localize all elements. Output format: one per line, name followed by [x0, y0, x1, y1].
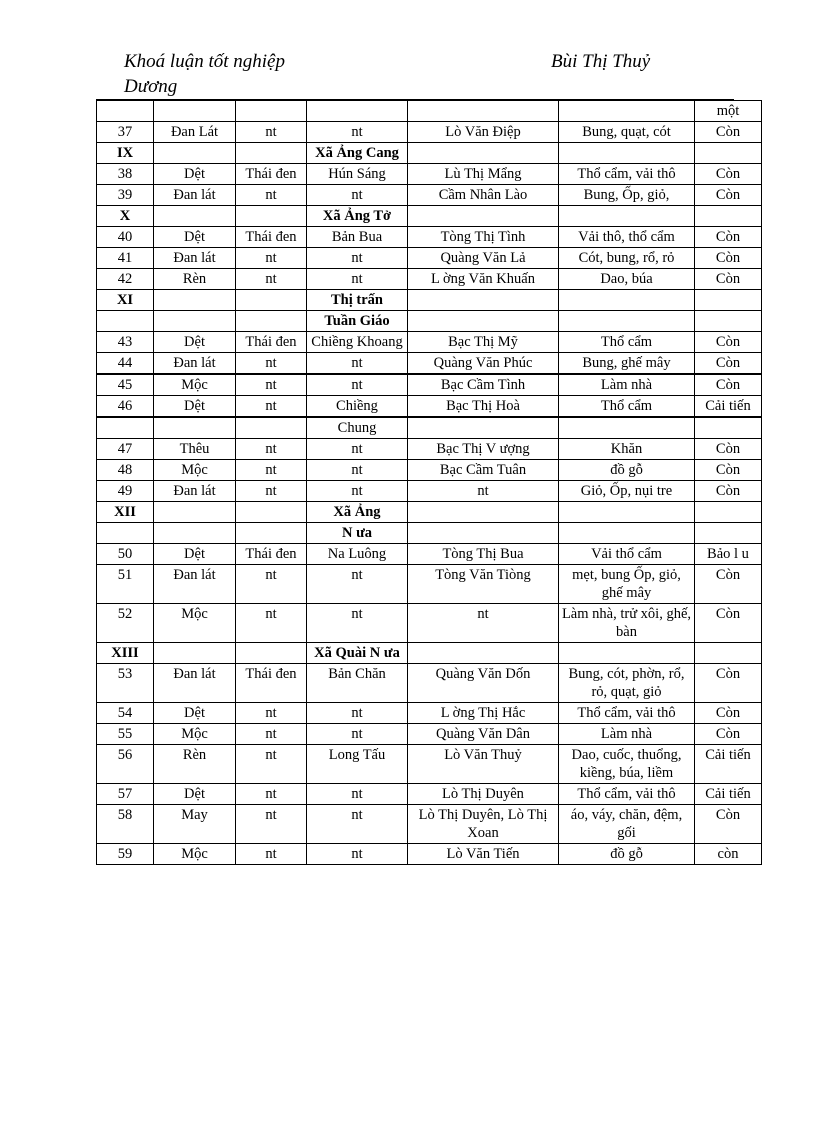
cell-place: nt	[307, 844, 408, 865]
cell-craft: Đan lát	[154, 248, 236, 269]
cell-ethnicity: nt	[236, 460, 307, 481]
cell-craft: Dệt	[154, 784, 236, 805]
cell-ethnicity: nt	[236, 703, 307, 724]
cell-ethnicity: nt	[236, 745, 307, 784]
cell-stt: 54	[97, 703, 154, 724]
table-row	[97, 185, 762, 206]
table-row	[97, 664, 762, 703]
cell-ethnicity: Thái đen	[236, 227, 307, 248]
cell-products	[559, 101, 695, 122]
cell-stt: 39	[97, 185, 154, 206]
cell-artisan: Tòng Thị Tình	[408, 227, 559, 248]
table-row	[97, 604, 762, 643]
cell-stt: 41	[97, 248, 154, 269]
cell-ethnicity: Thái đen	[236, 664, 307, 703]
cell-status: Còn	[695, 664, 762, 703]
cell-products: Làm nhà, trử xôi, ghế, bàn	[559, 604, 695, 643]
cell-craft: Rèn	[154, 269, 236, 290]
cell-artisan	[408, 502, 559, 523]
section-row	[97, 290, 762, 311]
cell-craft: Dệt	[154, 227, 236, 248]
table-body	[97, 101, 762, 865]
cell-status: Còn	[695, 227, 762, 248]
cell-status: Còn	[695, 164, 762, 185]
cell-ethnicity: nt	[236, 784, 307, 805]
cell-artisan: nt	[408, 604, 559, 643]
cell-products: Khăn	[559, 439, 695, 460]
cell-place: nt	[307, 122, 408, 143]
cell-craft: Rèn	[154, 745, 236, 784]
cell-craft: Mộc	[154, 724, 236, 745]
cell-status: Còn	[695, 805, 762, 844]
cell-craft	[154, 206, 236, 227]
cell-ethnicity: nt	[236, 185, 307, 206]
table-row	[97, 565, 762, 604]
cell-stt: 43	[97, 332, 154, 353]
cell-ethnicity: nt	[236, 724, 307, 745]
cell-artisan: Lù Thị Mẩng	[408, 164, 559, 185]
cell-status: Còn	[695, 460, 762, 481]
cell-status: Còn	[695, 353, 762, 375]
cell-stt: 55	[97, 724, 154, 745]
cell-place: nt	[307, 784, 408, 805]
cell-place: nt	[307, 565, 408, 604]
cell-place: nt	[307, 805, 408, 844]
cell-stt: 48	[97, 460, 154, 481]
table-row	[97, 703, 762, 724]
cell-place: Bản Bua	[307, 227, 408, 248]
cell-status: Còn	[695, 481, 762, 502]
cell-artisan: Lò Thị Duyên, Lò Thị Xoan	[408, 805, 559, 844]
cell-place: nt	[307, 185, 408, 206]
cell-artisan: Tòng Văn Tiòng	[408, 565, 559, 604]
cell-craft: Đan lát	[154, 185, 236, 206]
cell-products: Bung, cót, phờn, rổ, rỏ, quạt, giỏ	[559, 664, 695, 703]
cell-artisan	[408, 206, 559, 227]
cell-ethnicity: nt	[236, 353, 307, 375]
cell-artisan: Quàng Văn Dốn	[408, 664, 559, 703]
cell-place: Xã Quài N ưa	[307, 643, 408, 664]
cell-products: Bung, ghế mây	[559, 353, 695, 375]
table-row	[97, 805, 762, 844]
cell-place: Tuần Giáo	[307, 311, 408, 332]
cell-stt	[97, 101, 154, 122]
cell-stt: XII	[97, 502, 154, 523]
table-row	[97, 248, 762, 269]
cell-status	[695, 311, 762, 332]
cell-ethnicity: nt	[236, 122, 307, 143]
cell-stt: 49	[97, 481, 154, 502]
cell-place: Bản Chăn	[307, 664, 408, 703]
cell-craft	[154, 290, 236, 311]
cell-stt: 40	[97, 227, 154, 248]
cell-stt: X	[97, 206, 154, 227]
cell-craft	[154, 643, 236, 664]
cell-artisan	[408, 311, 559, 332]
cell-products	[559, 311, 695, 332]
cell-products: đồ gỗ	[559, 460, 695, 481]
cell-craft: Đan lát	[154, 353, 236, 375]
cell-stt: 59	[97, 844, 154, 865]
table-row	[97, 269, 762, 290]
cell-stt: 38	[97, 164, 154, 185]
cell-craft: Đan lát	[154, 664, 236, 703]
section-row	[97, 643, 762, 664]
cell-craft: Dệt	[154, 332, 236, 353]
cell-status	[695, 143, 762, 164]
cell-ethnicity	[236, 206, 307, 227]
cell-status: Còn	[695, 724, 762, 745]
cell-artisan: Bạc Thị Mỹ	[408, 332, 559, 353]
cell-craft: Dệt	[154, 544, 236, 565]
cell-products	[559, 643, 695, 664]
cell-craft	[154, 311, 236, 332]
cell-status: Còn	[695, 604, 762, 643]
cell-artisan	[408, 523, 559, 544]
cell-products: Thổ cẩm	[559, 396, 695, 418]
cell-artisan: Quàng Văn Dân	[408, 724, 559, 745]
cell-stt: 47	[97, 439, 154, 460]
cell-products: Làm nhà	[559, 374, 695, 396]
table-row	[97, 122, 762, 143]
table-row	[97, 101, 762, 122]
table-row	[97, 353, 762, 375]
cell-place: Xã Ảng Cang	[307, 143, 408, 164]
cell-craft: Dệt	[154, 164, 236, 185]
cell-artisan: Tòng Thị Bua	[408, 544, 559, 565]
cell-place: Thị trấn	[307, 290, 408, 311]
cell-products: áo, váy, chăn, đệm, gối	[559, 805, 695, 844]
cell-artisan: L ờng Văn Khuấn	[408, 269, 559, 290]
cell-products: mẹt, bung Ốp, giỏ, ghế mây	[559, 565, 695, 604]
cell-artisan: Lò Văn Tiến	[408, 844, 559, 865]
cell-stt: 37	[97, 122, 154, 143]
cell-place: nt	[307, 460, 408, 481]
cell-craft	[154, 143, 236, 164]
table-row	[97, 417, 762, 439]
cell-artisan: Quàng Văn Phúc	[408, 353, 559, 375]
cell-ethnicity	[236, 523, 307, 544]
cell-ethnicity: Thái đen	[236, 332, 307, 353]
cell-ethnicity: nt	[236, 396, 307, 418]
cell-stt: XIII	[97, 643, 154, 664]
cell-products: Vải thổ cẩm	[559, 544, 695, 565]
table-row	[97, 784, 762, 805]
cell-craft: Mộc	[154, 460, 236, 481]
cell-ethnicity: nt	[236, 374, 307, 396]
crafts-table	[96, 100, 762, 865]
cell-status: Còn	[695, 185, 762, 206]
cell-stt: IX	[97, 143, 154, 164]
section-row	[97, 311, 762, 332]
cell-products: Bung, quạt, cót	[559, 122, 695, 143]
cell-products: đồ gỗ	[559, 844, 695, 865]
cell-place: Long Tấu	[307, 745, 408, 784]
cell-craft: Dệt	[154, 396, 236, 418]
cell-craft	[154, 417, 236, 439]
cell-status: còn	[695, 844, 762, 865]
cell-place: nt	[307, 724, 408, 745]
cell-status: Cải tiến	[695, 784, 762, 805]
cell-stt: 44	[97, 353, 154, 375]
cell-place	[307, 101, 408, 122]
cell-status	[695, 523, 762, 544]
table-row	[97, 724, 762, 745]
cell-artisan: Bạc Thị V ượng	[408, 439, 559, 460]
cell-ethnicity: nt	[236, 805, 307, 844]
cell-products: Dao, búa	[559, 269, 695, 290]
cell-status: Còn	[695, 332, 762, 353]
table-row	[97, 745, 762, 784]
cell-artisan	[408, 643, 559, 664]
cell-status: Cải tiến	[695, 396, 762, 418]
cell-products: Làm nhà	[559, 724, 695, 745]
cell-craft	[154, 502, 236, 523]
cell-ethnicity: nt	[236, 565, 307, 604]
cell-status: một	[695, 101, 762, 122]
table-row	[97, 544, 762, 565]
cell-place: nt	[307, 269, 408, 290]
cell-craft: Đan lát	[154, 481, 236, 502]
cell-ethnicity: nt	[236, 269, 307, 290]
cell-artisan: Lò Thị Duyên	[408, 784, 559, 805]
cell-place: nt	[307, 481, 408, 502]
cell-place: Xã Ảng Tở	[307, 206, 408, 227]
cell-products: Thổ cẩm, vải thô	[559, 164, 695, 185]
cell-artisan: Lò Văn Thuỷ	[408, 745, 559, 784]
cell-stt: 56	[97, 745, 154, 784]
section-row	[97, 523, 762, 544]
cell-ethnicity: Thái đen	[236, 164, 307, 185]
cell-stt: 46	[97, 396, 154, 418]
cell-craft: Đan lát	[154, 565, 236, 604]
cell-place: nt	[307, 374, 408, 396]
cell-stt: 51	[97, 565, 154, 604]
cell-stt: 57	[97, 784, 154, 805]
cell-ethnicity	[236, 643, 307, 664]
cell-place: nt	[307, 439, 408, 460]
cell-status: Bảo l u	[695, 544, 762, 565]
cell-ethnicity	[236, 101, 307, 122]
cell-place: Hún Sáng	[307, 164, 408, 185]
cell-craft: May	[154, 805, 236, 844]
header-thesis-title-cont: Dương	[124, 76, 178, 97]
cell-products	[559, 417, 695, 439]
cell-craft	[154, 101, 236, 122]
cell-products: Giỏ, Ốp, nụi tre	[559, 481, 695, 502]
cell-stt	[97, 523, 154, 544]
table-row	[97, 460, 762, 481]
table-row	[97, 396, 762, 418]
cell-products: Bung, Ốp, giỏ,	[559, 185, 695, 206]
cell-products: Thổ cẩm, vải thô	[559, 703, 695, 724]
cell-status: Cải tiến	[695, 745, 762, 784]
cell-craft: Mộc	[154, 844, 236, 865]
cell-stt: 45	[97, 374, 154, 396]
cell-status	[695, 290, 762, 311]
cell-status: Còn	[695, 269, 762, 290]
cell-products: Thổ cẩm	[559, 332, 695, 353]
cell-status: Còn	[695, 439, 762, 460]
cell-ethnicity	[236, 311, 307, 332]
cell-place: Chung	[307, 417, 408, 439]
cell-products	[559, 206, 695, 227]
cell-status: Còn	[695, 122, 762, 143]
cell-ethnicity	[236, 502, 307, 523]
cell-place: N ưa	[307, 523, 408, 544]
cell-craft: Đan Lát	[154, 122, 236, 143]
cell-craft: Thêu	[154, 439, 236, 460]
cell-artisan	[408, 101, 559, 122]
cell-stt: 58	[97, 805, 154, 844]
cell-products	[559, 143, 695, 164]
cell-place: Na Luông	[307, 544, 408, 565]
cell-artisan: Lò Văn Điệp	[408, 122, 559, 143]
cell-artisan: Bạc Cầm Tình	[408, 374, 559, 396]
cell-ethnicity: Thái đen	[236, 544, 307, 565]
cell-place: nt	[307, 353, 408, 375]
header-thesis-title: Khoá luận tốt nghiệp	[124, 51, 285, 72]
cell-stt	[97, 417, 154, 439]
table-row	[97, 374, 762, 396]
cell-place: nt	[307, 248, 408, 269]
table-row	[97, 481, 762, 502]
cell-place: nt	[307, 703, 408, 724]
cell-place: Xã Ảng	[307, 502, 408, 523]
table-row	[97, 164, 762, 185]
cell-artisan	[408, 290, 559, 311]
cell-ethnicity: nt	[236, 604, 307, 643]
cell-products: Cót, bung, rổ, rỏ	[559, 248, 695, 269]
cell-products	[559, 523, 695, 544]
cell-products: Thổ cẩm, vải thô	[559, 784, 695, 805]
table-row	[97, 439, 762, 460]
cell-status: Còn	[695, 703, 762, 724]
cell-craft: Mộc	[154, 374, 236, 396]
cell-artisan: Bạc Cầm Tuân	[408, 460, 559, 481]
cell-products: Dao, cuốc, thuổng, kiềng, búa, liềm	[559, 745, 695, 784]
cell-status: Còn	[695, 374, 762, 396]
cell-ethnicity	[236, 290, 307, 311]
cell-craft: Mộc	[154, 604, 236, 643]
cell-artisan: Bạc Thị Hoà	[408, 396, 559, 418]
table-row	[97, 227, 762, 248]
page-header	[124, 50, 734, 100]
cell-ethnicity: nt	[236, 844, 307, 865]
cell-stt: 52	[97, 604, 154, 643]
section-row	[97, 502, 762, 523]
cell-ethnicity: nt	[236, 481, 307, 502]
cell-products	[559, 502, 695, 523]
cell-status	[695, 206, 762, 227]
cell-stt: 50	[97, 544, 154, 565]
cell-place: Chiềng Khoang	[307, 332, 408, 353]
table-row	[97, 844, 762, 865]
header-author: Bùi Thị Thuỷ	[551, 51, 651, 72]
cell-stt: 53	[97, 664, 154, 703]
cell-ethnicity: nt	[236, 439, 307, 460]
cell-status: Còn	[695, 248, 762, 269]
cell-artisan: Quàng Văn Lả	[408, 248, 559, 269]
cell-stt: 42	[97, 269, 154, 290]
cell-stt	[97, 311, 154, 332]
cell-place: nt	[307, 604, 408, 643]
cell-artisan	[408, 143, 559, 164]
cell-artisan: nt	[408, 481, 559, 502]
cell-ethnicity	[236, 417, 307, 439]
section-row	[97, 143, 762, 164]
cell-status	[695, 502, 762, 523]
cell-products: Vải thô, thổ cẩm	[559, 227, 695, 248]
cell-ethnicity: nt	[236, 248, 307, 269]
table-row	[97, 332, 762, 353]
cell-ethnicity	[236, 143, 307, 164]
cell-craft: Dệt	[154, 703, 236, 724]
cell-status	[695, 417, 762, 439]
cell-artisan: L ờng Thị Hắc	[408, 703, 559, 724]
cell-stt: XI	[97, 290, 154, 311]
section-row	[97, 206, 762, 227]
cell-artisan	[408, 417, 559, 439]
cell-status: Còn	[695, 565, 762, 604]
cell-status	[695, 643, 762, 664]
cell-products	[559, 290, 695, 311]
cell-craft	[154, 523, 236, 544]
cell-place: Chiềng	[307, 396, 408, 418]
cell-artisan: Cầm Nhân Lào	[408, 185, 559, 206]
